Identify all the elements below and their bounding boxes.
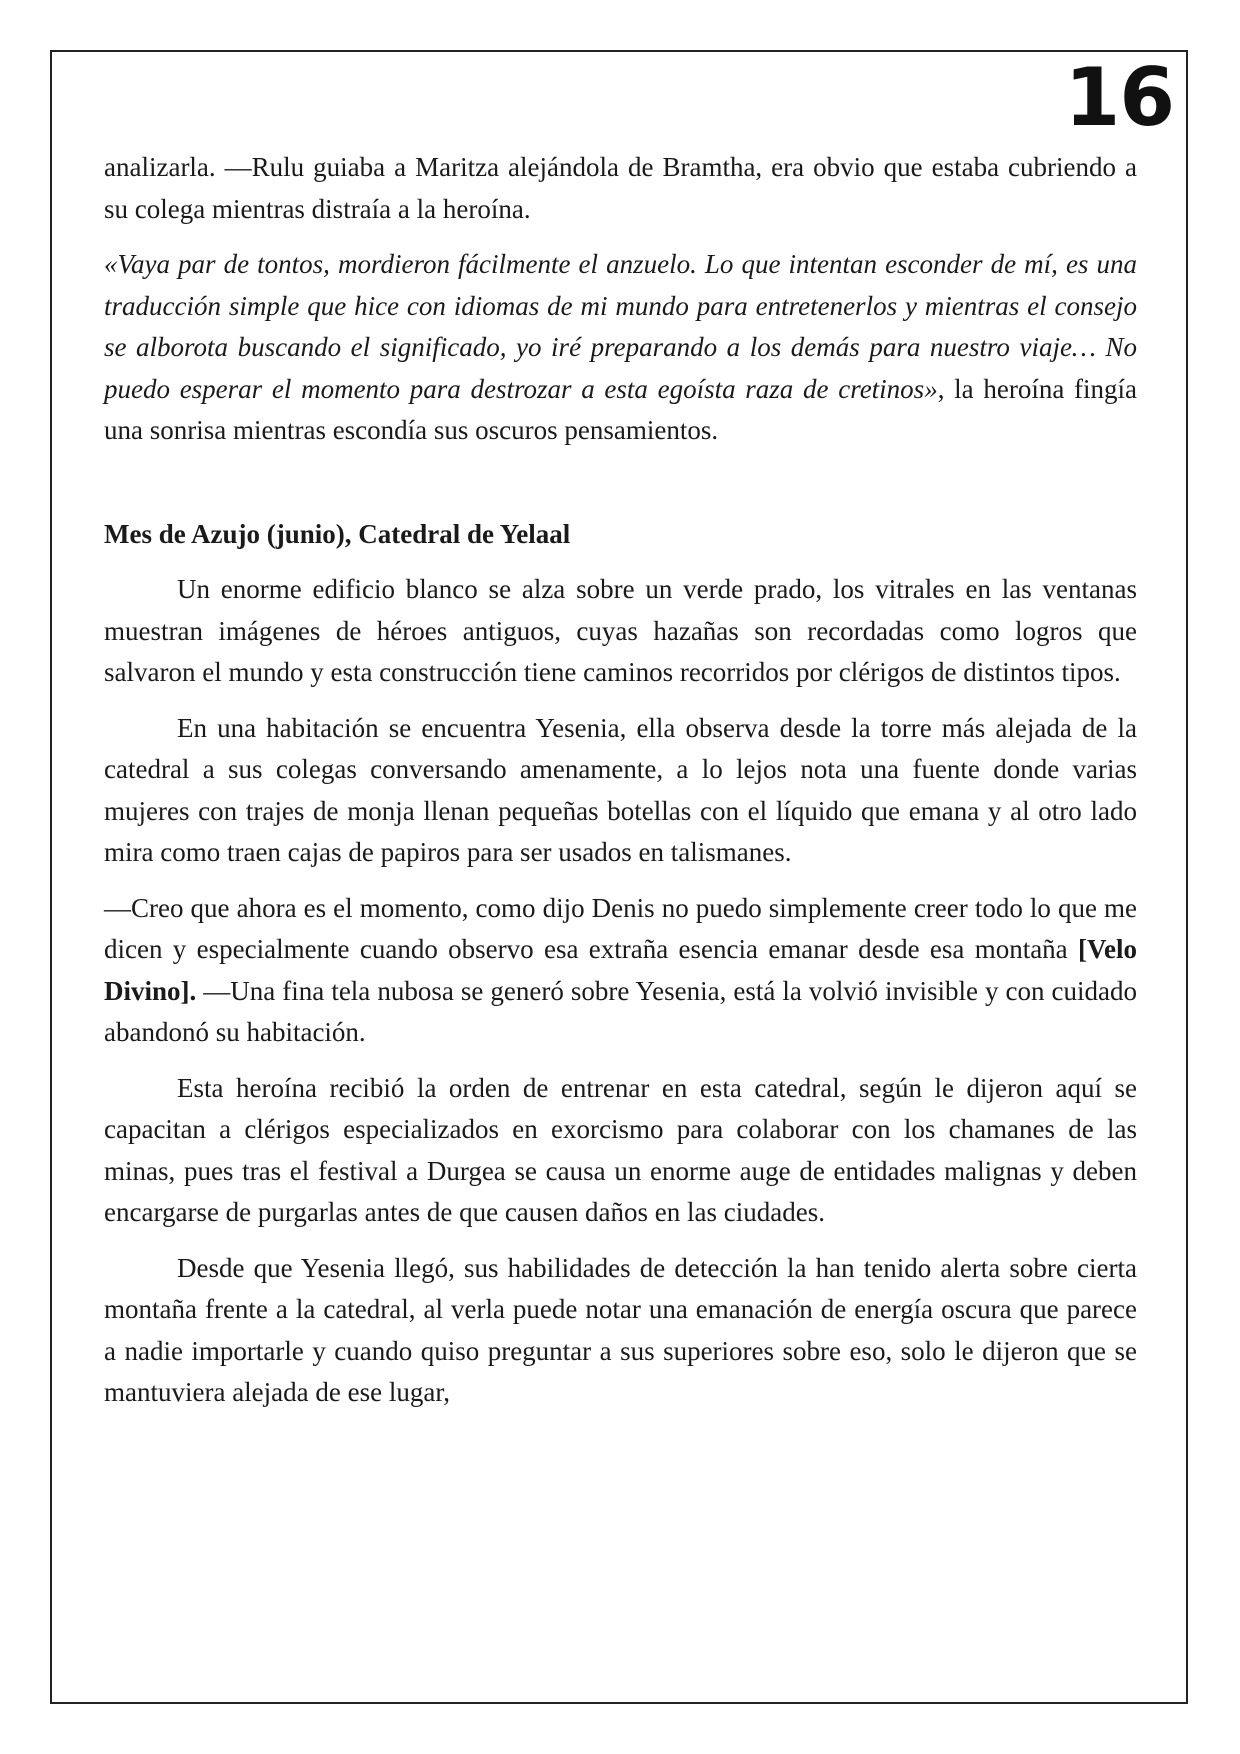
page-number: 16 bbox=[1064, 51, 1174, 144]
paragraph-2 bbox=[104, 244, 1137, 452]
section-heading: Mes de Azujo (junio), Catedral de Yelaal bbox=[104, 518, 571, 549]
paragraph-2-italic-thought: «Vaya par de tontos, mordieron fácilmente el anzuelo. Lo que intentan esconder de mí, es una traducción simple que hice con idiomas de mi mundo para entretenerlos y mientras el consejo se alborota buscando el significado, yo iré preparando a los demás para nuestro viaje… No puedo esperar el momento para destrozar a esta egoísta raza de cretinos» bbox=[104, 249, 1137, 404]
paragraph-5-narration: —Una fina tela nubosa se generó sobre Yesenia, está la volvió invisible y con cuidado abandonó su habitación. bbox=[104, 975, 1137, 1047]
paragraph-2-narration: , la heroína fingía una sonrisa mientras escondía sus oscuros pensamientos. bbox=[104, 373, 1137, 445]
page-body bbox=[104, 147, 1137, 1428]
paragraph-4: En una habitación se encuentra Yesenia, ella observa desde la torre más alejada de la catedral a sus colegas conversando amenamente, a lo lejos nota una fuente donde varias mujeres con trajes de monja llenan pequeñas botellas con el líquido que emana y al otro lado mira como traen cajas de papiros para ser usados en talismanes. bbox=[104, 712, 1137, 867]
paragraph-7: Desde que Yesenia llegó, sus habilidades de detección la han tenido alerta sobre cierta montaña frente a la catedral, al verla puede notar una emanación de energía oscura que parece a nadie importarle y cuando quiso preguntar a sus superiores sobre eso, solo le dijeron que se mantuviera alejada de ese lugar, bbox=[104, 1252, 1137, 1407]
paragraph-1: analizarla. —Rulu guiaba a Maritza alejándola de Bramtha, era obvio que estaba cubriendo a su colega mientras distraía a la heroína. bbox=[104, 152, 1137, 224]
paragraph-5 bbox=[104, 888, 1137, 1054]
paragraph-5-skill-name: [Velo Divino]. bbox=[104, 934, 1137, 1006]
paragraph-6: Esta heroína recibió la orden de entrenar en esta catedral, según le dijeron aquí se capacitan a clérigos especializados en exorcismo para colaborar con los chamanes de las minas, pues tras el festival a Durgea se causa un enorme auge de entidades malignas y deben encargarse de purgarlas antes de que causen daños en las ciudades. bbox=[104, 1072, 1137, 1227]
paragraph-5-dialogue: —Creo que ahora es el momento, como dijo Denis no puedo simplemente creer todo lo que me dicen y especialmente cuando observo esa extraña esencia emanar desde esa montaña bbox=[104, 892, 1137, 964]
paragraph-3: Un enorme edificio blanco se alza sobre un verde prado, los vitrales en las ventanas muestran imágenes de héroes antiguos, cuyas hazañas son recordadas como logros que salvaron el mundo y esta construcción tiene caminos recorridos por clérigos de distintos tipos. bbox=[104, 574, 1137, 687]
